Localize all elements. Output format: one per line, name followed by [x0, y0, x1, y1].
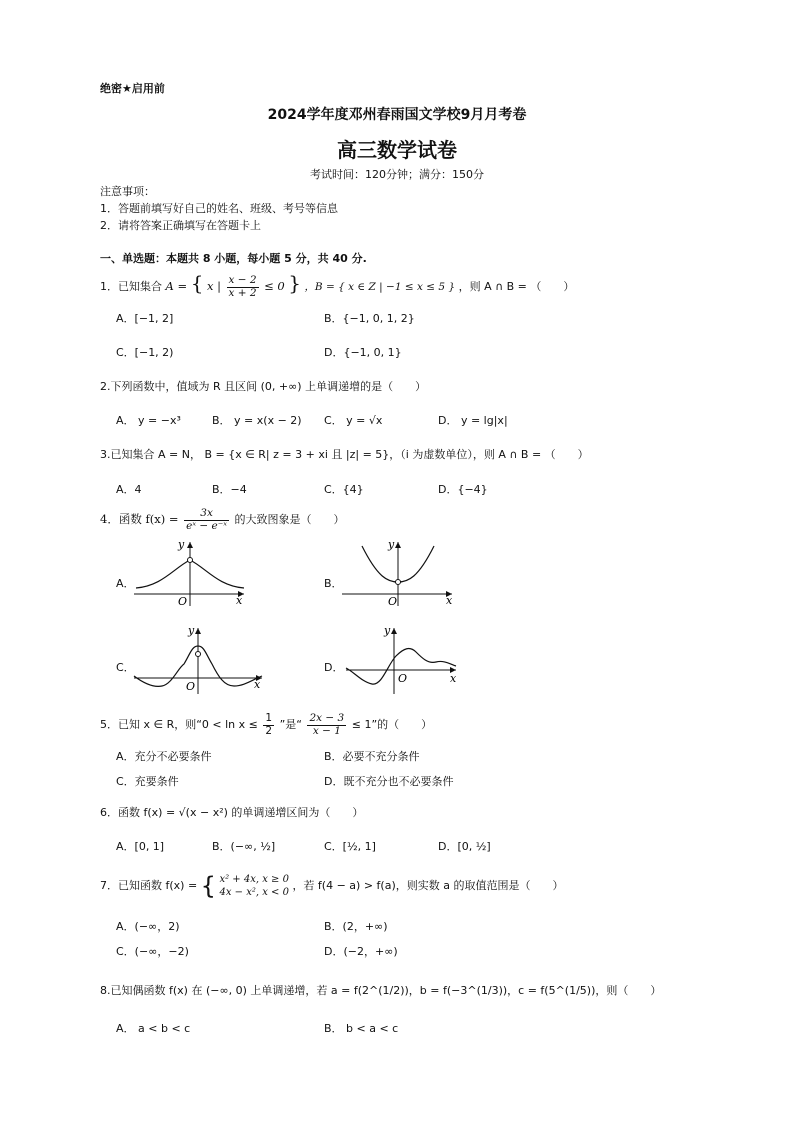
- q7-case-2: 4x − x², x < 0: [219, 887, 289, 898]
- q2-option-b[interactable]: B． y = x(x − 2): [212, 414, 302, 427]
- q1-set-a-prefix: A =: [165, 279, 191, 293]
- y-label: y: [188, 624, 195, 637]
- q4-option-d[interactable]: D．: [324, 661, 344, 674]
- y-axis-arrow: [187, 542, 193, 548]
- q4-fraction-num: 3x: [184, 508, 229, 520]
- origin-label: O: [186, 680, 196, 693]
- q7-option-b[interactable]: B．(2，+∞): [324, 920, 388, 933]
- question-3-stem: 3.已知集合 A = N， B = {x ∈ R| z = 3 + xi 且 |z| = 5}，（i 为虚数单位），则 A ∩ B = （ ）: [100, 448, 589, 461]
- hollow-point: [196, 652, 201, 657]
- q5-half-den: 2: [265, 724, 273, 737]
- question-4-stem: [100, 506, 345, 533]
- question-6-stem: 6．函数 f(x) = √(x − x²) 的单调递增区间为（ ）: [100, 806, 364, 819]
- q4-graph-c[interactable]: [132, 624, 266, 696]
- note-item: 1．答题前填写好自己的姓名、班级、考号等信息: [100, 202, 338, 215]
- q4-graph-a[interactable]: [132, 538, 248, 608]
- q5-half-fraction: [263, 713, 274, 736]
- piecewise-brace: {: [200, 872, 216, 900]
- question-5-stem: [100, 712, 432, 738]
- q4-option-c[interactable]: C．: [116, 661, 135, 674]
- q1-option-a[interactable]: A．[−1, 2]: [116, 312, 174, 325]
- q5-fraction-num: 2x − 3: [309, 712, 345, 725]
- q1-x: x |: [207, 279, 222, 293]
- q4-fraction-den: eˣ − e⁻ˣ: [186, 519, 228, 532]
- brace-close: }: [288, 271, 301, 295]
- origin-label: O: [388, 595, 398, 608]
- question-2-stem: 2.下列函数中，值域为 R 且区间 (0, +∞) 上单调递增的是（ ）: [100, 380, 427, 393]
- y-label: y: [384, 624, 391, 637]
- q1-fraction-den: x + 2: [228, 286, 257, 299]
- q5-tail: ≤ 1”的（ ）: [351, 718, 433, 731]
- q1-option-d[interactable]: D．{−1, 0, 1}: [324, 346, 402, 359]
- q1-set-b: ，B = { x ∈ Z | −1 ≤ x ≤ 5 }: [304, 281, 456, 293]
- q4-graph-b[interactable]: [340, 538, 456, 608]
- question-7-stem: [100, 872, 563, 900]
- q6-option-d[interactable]: D．[0, ½]: [438, 840, 491, 853]
- q7-tail: ，若 f(4 − a) > f(a)，则实数 a 的取值范围是（ ）: [292, 879, 564, 892]
- q2-option-d[interactable]: D． y = lg|x|: [438, 414, 508, 427]
- q7-option-a[interactable]: A．(−∞，2): [116, 920, 180, 933]
- q6-option-c[interactable]: C．[½, 1]: [324, 840, 376, 853]
- q5-fraction: [307, 713, 346, 736]
- q5-lead: 5．已知 x ∈ R，则“0 < ln x ≤: [100, 718, 262, 731]
- q7-option-d[interactable]: D．(−2，+∞): [324, 945, 398, 958]
- school-title: 2024学年度邓州春雨国文学校9月月考卷: [267, 107, 527, 123]
- q1-option-b[interactable]: B．{−1, 0, 1, 2}: [324, 312, 415, 325]
- q5-mid: ”是“: [279, 718, 302, 731]
- q1-fraction-num: x − 2: [228, 274, 257, 287]
- q7-option-c[interactable]: C．(−∞，−2): [116, 945, 189, 958]
- q4-option-b[interactable]: B．: [324, 577, 343, 590]
- y-label: y: [388, 538, 395, 551]
- q6-option-b[interactable]: B．(−∞, ½]: [212, 840, 276, 853]
- q6-option-a[interactable]: A．[0, 1]: [116, 840, 165, 853]
- y-axis-arrow: [195, 628, 201, 634]
- notes-heading: 注意事项：: [100, 185, 155, 198]
- x-label: x: [236, 594, 243, 607]
- q3-option-c[interactable]: C．{4}: [324, 483, 364, 496]
- y-label: y: [178, 538, 185, 551]
- q3-option-a[interactable]: A．4: [116, 483, 142, 496]
- q4-graph-d[interactable]: [344, 624, 460, 696]
- page-title: 高三数学试卷: [337, 138, 457, 162]
- q1-tail: ，则 A ∩ B = （ ）: [458, 280, 575, 293]
- hollow-point: [396, 580, 401, 585]
- q5-option-d[interactable]: D．既不充分也不必要条件: [324, 775, 454, 788]
- q4-lead: 4．函数 f(x) =: [100, 512, 183, 526]
- q3-option-d[interactable]: D．{−4}: [438, 483, 488, 496]
- origin-label: O: [398, 672, 408, 685]
- note-item: 2．请将答案正确填写在答题卡上: [100, 219, 261, 232]
- q5-option-a[interactable]: A．充分不必要条件: [116, 750, 212, 763]
- question-1-stem: [100, 270, 574, 300]
- origin-label: O: [178, 595, 188, 608]
- section-heading: 一、单选题：本题共 8 小题，每小题 5 分，共 40 分.: [100, 252, 367, 265]
- q3-option-b[interactable]: B．−4: [212, 483, 247, 496]
- q5-fraction-den: x − 1: [312, 724, 341, 737]
- q7-case-1: x² + 4x, x ≥ 0: [219, 874, 289, 885]
- q1-set-a-cond: ≤ 0: [264, 279, 285, 293]
- q5-option-b[interactable]: B．必要不充分条件: [324, 750, 420, 763]
- question-8-stem: 8.已知偶函数 f(x) 在 (−∞, 0) 上单调递增，若 a = f(2^(1/2))，b = f(−3^(1/3))，c = f(5^(1/5))，则（ ）: [100, 984, 662, 997]
- q8-option-a[interactable]: A． a < b < c: [116, 1022, 191, 1035]
- q2-option-a[interactable]: A． y = −x³: [116, 414, 181, 427]
- exam-info: 考试时间：120分钟；满分：150分: [310, 168, 484, 181]
- y-axis-arrow: [391, 628, 397, 634]
- q5-option-c[interactable]: C．充要条件: [116, 775, 179, 788]
- x-label: x: [450, 672, 457, 685]
- q1-fraction: [227, 275, 259, 298]
- q7-lead: 7．已知函数 f(x) =: [100, 879, 201, 892]
- hollow-point: [188, 558, 193, 563]
- q7-piecewise: [219, 873, 288, 899]
- x-label: x: [254, 678, 261, 691]
- q1-option-c[interactable]: C．[−1, 2): [116, 346, 174, 359]
- q4-option-a[interactable]: A．: [116, 577, 135, 590]
- q4-fraction: [184, 508, 229, 531]
- confidential-label: 绝密★启用前: [100, 82, 165, 95]
- q4-tail: 的大致图象是（ ）: [234, 513, 345, 526]
- brace-open: {: [190, 271, 204, 295]
- q5-half-num: 1: [265, 712, 273, 725]
- x-label: x: [446, 594, 453, 607]
- q8-option-b[interactable]: B． b < a < c: [324, 1022, 399, 1035]
- q1-lead: 1．已知集合: [100, 280, 162, 293]
- y-axis-arrow: [395, 542, 401, 548]
- q2-option-c[interactable]: C． y = √x: [324, 414, 383, 427]
